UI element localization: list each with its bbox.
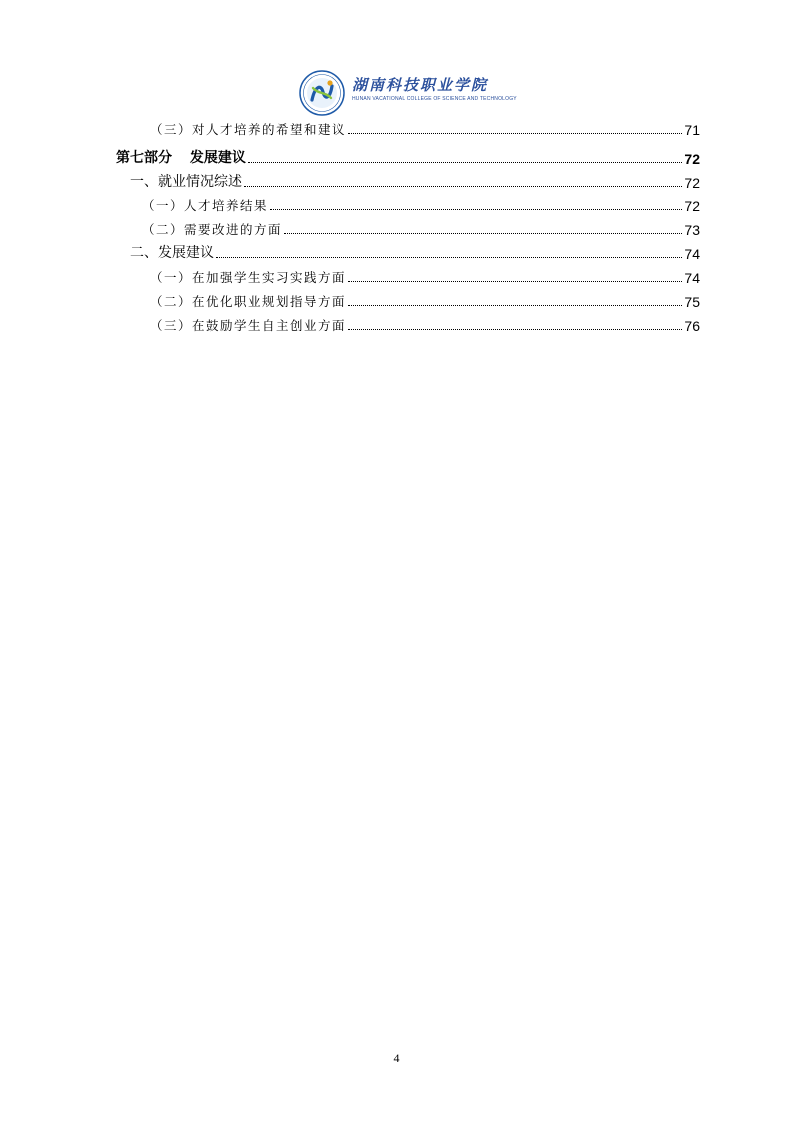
dot-leader — [284, 233, 682, 234]
document-header — [0, 70, 793, 116]
toc-entry[interactable] — [130, 242, 700, 262]
toc-entry-page: 72 — [684, 198, 700, 214]
toc-entry[interactable] — [130, 171, 700, 191]
toc-entry-page: 73 — [684, 222, 700, 238]
dot-leader — [348, 329, 682, 330]
toc-entry-title: 二、发展建议 — [130, 244, 214, 260]
toc-entry[interactable] — [116, 147, 700, 167]
toc-entry-title: （三）对人才培养的希望和建议 — [150, 122, 347, 137]
toc-entry-page: 75 — [684, 294, 700, 310]
toc-entry-title: （二）在优化职业规划指导方面 — [150, 294, 347, 309]
dot-leader — [216, 257, 682, 258]
toc-entry-page: 74 — [684, 270, 700, 286]
toc-entry-title: （一）人才培养结果 — [142, 198, 269, 213]
toc-entry-page: 71 — [684, 122, 700, 138]
dot-leader — [244, 186, 682, 187]
college-emblem-icon — [299, 70, 345, 116]
toc-entry[interactable] — [150, 266, 700, 286]
toc-entry-page: 72 — [684, 175, 700, 191]
college-english-name: HUNAN VACATIONAL COLLEGE OF SCIENCE AND TECHNOLOGY — [352, 96, 517, 102]
college-name: 湖南科技职业学院 — [352, 76, 489, 94]
toc-entry-page: 76 — [684, 318, 700, 334]
toc-entry[interactable] — [150, 290, 700, 310]
toc-entry-title: （二）需要改进的方面 — [142, 222, 283, 237]
toc-entry-title: （一）在加强学生实习实践方面 — [150, 270, 347, 285]
toc-entry[interactable] — [150, 314, 700, 334]
toc-entry[interactable] — [150, 118, 700, 138]
toc-entry-page: 72 — [684, 151, 700, 167]
toc-entry-title: （三）在鼓励学生自主创业方面 — [150, 318, 347, 333]
page-number: 4 — [393, 1051, 400, 1065]
dot-leader — [348, 281, 682, 282]
dot-leader — [248, 162, 683, 163]
toc-entry[interactable] — [142, 218, 700, 238]
dot-leader — [348, 133, 682, 134]
toc-entry[interactable] — [142, 194, 700, 214]
dot-leader — [270, 209, 682, 210]
toc-entry-title: 第七部分 发展建议 — [116, 149, 246, 165]
dot-leader — [348, 305, 682, 306]
toc-entry-page: 74 — [684, 246, 700, 262]
toc-entry-title: 一、就业情况综述 — [130, 173, 242, 189]
